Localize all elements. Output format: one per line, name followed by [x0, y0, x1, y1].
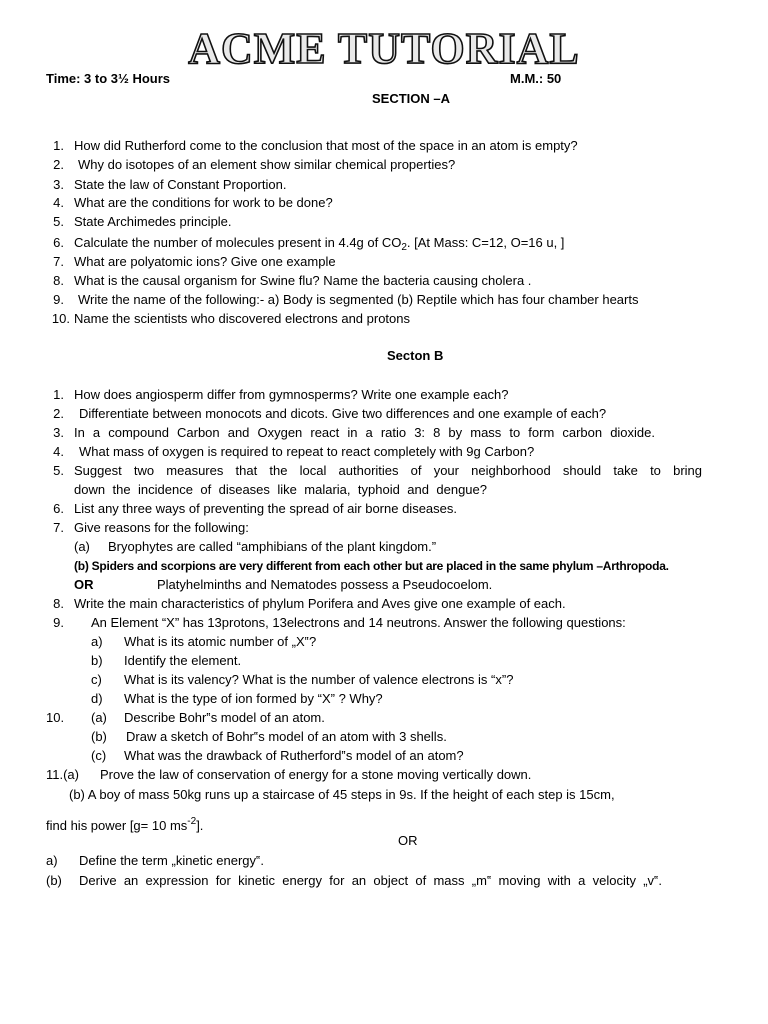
- question-text: Why do isotopes of an element show similar chemical properties?: [78, 157, 456, 172]
- page-title: ACME TUTORIAL: [188, 24, 580, 73]
- sub-question-text: What is its valency? What is the number of valence electrons is “x”?: [124, 672, 514, 687]
- sub-question-text: (b) Spiders and scorpions are very different from each other but are placed in the same phylum –Arthropoda.: [74, 559, 669, 573]
- sub-question-label: d): [91, 691, 103, 706]
- question-number: 9.: [53, 292, 64, 307]
- sub-question-text: Define the term „kinetic energy‟.: [79, 853, 264, 868]
- question-text: What are the conditions for work to be done?: [74, 195, 333, 210]
- question-text: State Archimedes principle.: [74, 214, 232, 229]
- question-text: Suggest two measures that the local authorities of your neighborhood should take to bring: [74, 463, 702, 478]
- sub-question-text: What was the drawback of Rutherford‟s model of an atom?: [124, 748, 464, 763]
- question-text: [74, 235, 564, 256]
- sub-question-text: Describe Bohr‟s model of an atom.: [124, 710, 325, 725]
- question-text: Write the name of the following:- a) Body is segmented (b) Reptile which has four chamber hearts: [78, 292, 639, 307]
- question-number: 1.: [53, 387, 64, 402]
- sub-question-text-continued: [46, 814, 203, 834]
- sub-question-label: (b): [91, 729, 107, 744]
- question-number: 11.(a): [46, 767, 79, 782]
- sub-question-text: (b) A boy of mass 50kg runs up a staircase of 45 steps in 9s. If the height of each step is 15cm,: [69, 787, 615, 802]
- question-text: Give reasons for the following:: [74, 520, 249, 535]
- formula-base: CO: [381, 235, 402, 250]
- sub-question-text: Draw a sketch of Bohr‟s model of an atom with 3 shells.: [126, 729, 447, 744]
- question-number: 6.: [53, 235, 64, 250]
- question-number: 3.: [53, 425, 64, 440]
- question-text: What is the causal organism for Swine flu? Name the bacteria causing cholera .: [74, 273, 532, 288]
- question-number: 8.: [53, 273, 64, 288]
- question-number: 10.: [51, 311, 70, 326]
- question-number: 6.: [53, 501, 64, 516]
- question-number: 8.: [53, 596, 64, 611]
- question-number: 5.: [53, 463, 64, 478]
- sub-question-label: c): [91, 672, 102, 687]
- or-label: OR: [398, 833, 418, 848]
- formula-co2: [381, 235, 407, 253]
- question-number: 1.: [53, 138, 64, 153]
- question-number: 4.: [53, 195, 64, 210]
- sub-question-label: (b): [46, 873, 62, 888]
- question-text: How did Rutherford come to the conclusion that most of the space in an atom is empty?: [74, 138, 578, 153]
- question-number: 2.: [53, 406, 64, 421]
- question-text: How does angiosperm differ from gymnosperms? Write one example each?: [74, 387, 509, 402]
- sub-question-text: Platyhelminths and Nematodes possess a Pseudocoelom.: [157, 577, 493, 592]
- question-text: What are polyatomic ions? Give one example: [74, 254, 336, 269]
- question-number: 10.: [46, 710, 65, 725]
- sub-question-text: What is the type of ion formed by “X” ? Why?: [124, 691, 383, 706]
- sub-question-text: Prove the law of conservation of energy for a stone moving vertically down.: [100, 767, 532, 782]
- question-text-part: . [At Mass: C=12, O=16 u, ]: [406, 235, 565, 250]
- exponent: -2: [187, 816, 197, 827]
- formula-subscript: 2: [401, 242, 407, 253]
- question-number: 2.: [53, 157, 64, 172]
- sub-question-text: Identify the element.: [124, 653, 242, 668]
- question-text: An Element “X” has 13protons, 13electrons and 14 neutrons. Answer the following questions:: [91, 615, 626, 630]
- section-a-heading: SECTION –A: [372, 91, 451, 106]
- question-text: Differentiate between monocots and dicots. Give two differences and one example of each?: [79, 406, 607, 421]
- sub-question-label: b): [91, 653, 103, 668]
- question-text-continued: down the incidence of diseases like malaria, typhoid and dengue?: [74, 482, 487, 497]
- power-question-end: ].: [196, 818, 204, 833]
- or-label: OR: [74, 577, 94, 592]
- question-number: 9.: [53, 615, 64, 630]
- question-text: State the law of Constant Proportion.: [74, 177, 287, 192]
- question-text: Write the main characteristics of phylum Porifera and Aves give one example of each.: [74, 596, 566, 611]
- sub-question-label: (a): [91, 710, 107, 725]
- power-question-text: find his power [g= 10 ms: [46, 818, 188, 833]
- sub-question-label: (a): [74, 539, 90, 554]
- question-number: 5.: [53, 214, 64, 229]
- time-label: Time: 3 to 3½ Hours: [46, 71, 171, 86]
- question-number: 7.: [53, 520, 64, 535]
- sub-question-text: What is its atomic number of „X‟?: [124, 634, 317, 649]
- question-number: 4.: [53, 444, 64, 459]
- question-number: 7.: [53, 254, 64, 269]
- question-text-part: Calculate the number of molecules present in 4.4g of: [74, 235, 382, 250]
- sub-question-text: Derive an expression for kinetic energy for an object of mass „m‟ moving with a velocity „v‟.: [79, 873, 662, 888]
- sub-question-label: a): [46, 853, 58, 868]
- section-b-heading: Secton B: [387, 348, 444, 363]
- sub-question-label: a): [91, 634, 103, 649]
- question-number: 3.: [53, 177, 64, 192]
- sub-question-label: (c): [91, 748, 107, 763]
- sub-question-text: Bryophytes are called “amphibians of the plant kingdom.”: [108, 539, 437, 554]
- question-text: In a compound Carbon and Oxygen react in a ratio 3: 8 by mass to form carbon dioxide.: [74, 425, 655, 440]
- question-text: What mass of oxygen is required to repeat to react completely with 9g Carbon?: [79, 444, 535, 459]
- max-marks-label: M.M.: 50: [510, 71, 562, 86]
- question-text: List any three ways of preventing the spread of air borne diseases.: [74, 501, 457, 516]
- question-text: Name the scientists who discovered electrons and protons: [74, 311, 411, 326]
